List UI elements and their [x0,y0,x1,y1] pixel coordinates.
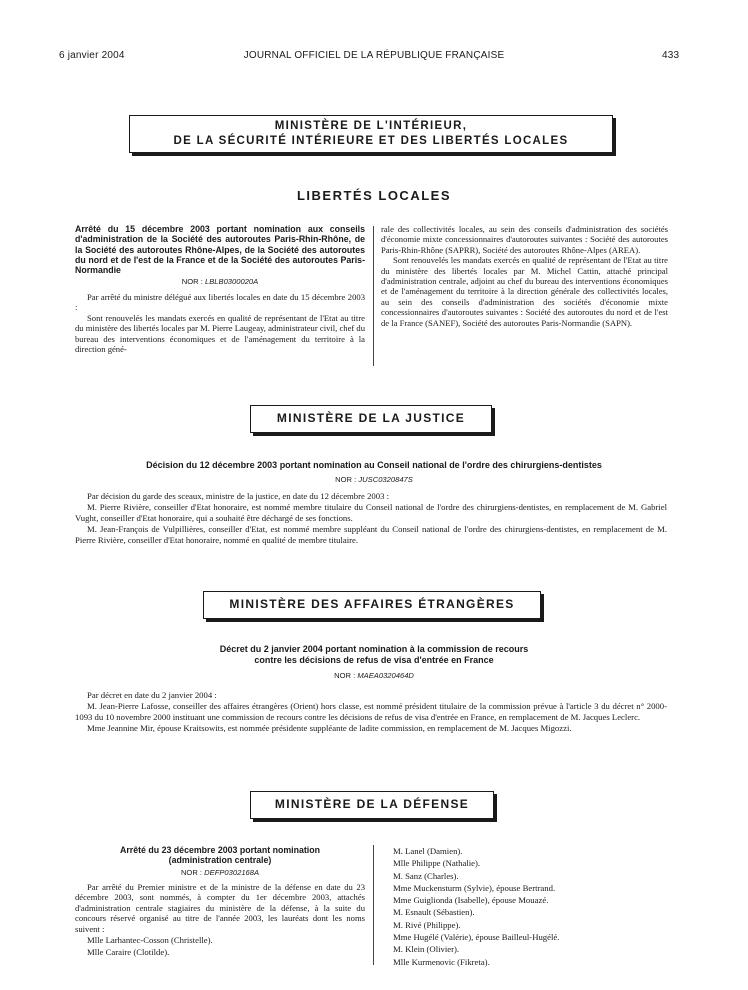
list-item: Mlle Larhantec-Cosson (Christelle). [87,935,213,946]
list-item: Mlle Kurmenovic (Fikreta). [393,956,490,967]
arrete-title-line2: (administration centrale) [168,855,272,866]
affaires-body [75,690,667,734]
names-list-left [75,934,365,959]
nor-code: MAEA0320464D [357,671,414,680]
decret-title-line2: contre les décisions de refus de visa d'entrée en France [254,655,494,665]
arrete-title: Arrêté du 15 décembre 2003 portant nomination aux conseils d'administration de la Société des autoroutes Paris-Rhin-Rhône, de la Société des autoroutes Rhône-Alpes, de la Société des autoroutes du nord et de l'est de la France et de la Société des autoroutes Paris-Normandie [75,224,365,276]
ministry-defense-box [250,791,494,819]
list-item: Mlle Caraire (Clotilde). [87,947,170,958]
list-item: M. Esnault (Sébastien). [393,907,475,918]
nor-reference [0,475,748,484]
header-date: 6 janvier 2004 [59,50,125,61]
names-list-right [393,845,673,968]
nor-code: LBLB0300020A [205,277,259,287]
ministry-justice-title: MINISTÈRE DE LA JUSTICE [276,411,466,425]
header-page-number: 433 [662,50,680,61]
nor-label: NOR : [334,671,356,680]
nor-reference [75,868,365,878]
ministry-interieur-box [129,115,613,153]
ministry-justice-box [250,405,492,433]
list-item: M. Lanel (Damien). [393,846,463,856]
paragraph: M. Pierre Rivière, conseiller d'Etat honoraire, est nommé membre titulaire du Conseil national de l'ordre des chirurgiens-dentistes, en remplacement de M. Gabriel Vught, conseiller d'Etat honoraire, qui a souhaité être déchargé de ses fonctions. [75,502,667,523]
list-item: Mme Guiglionda (Isabelle), épouse Mouazé. [393,895,549,906]
column-divider [373,845,374,965]
ministry-defense-title: MINISTÈRE DE LA DÉFENSE [274,797,470,811]
nor-reference [0,671,748,680]
list-item: Mme Muckensturm (Sylvie), épouse Bertrand. [393,882,556,893]
justice-body [75,491,667,546]
nor-code: DEFP0302168A [204,867,260,877]
paragraph: Par arrêté du Premier ministre et de la ministre de la défense en date du 23 décembre 2003, sont nommés, à compter du 1er décembre 2003, attachés d'administration centrale stagiaires du ministère de la défense, à la suite du concours réservé organisé au titre de l'année 2003, les lauréats dont les noms suivent : [75,882,365,934]
paragraph: Mme Jeannine Mir, épouse Kraitsowits, est nommée présidente suppléante de ladite commission, en remplacement de M. Jacques Migozzi. [87,723,572,733]
list-item: M. Klein (Olivier). [393,944,460,955]
ministry-interieur-line1: MINISTÈRE DE L'INTÉRIEUR, [274,120,468,132]
nor-label: NOR : [335,475,357,484]
ministry-affaires-etrangeres-title: MINISTÈRE DES AFFAIRES ÉTRANGÈRES [229,597,515,611]
paragraph: Par décret en date du 2 janvier 2004 : [87,690,217,700]
decret-title-line1: Décret du 2 janvier 2004 portant nomination à la commission de recours [219,644,529,654]
defense-left-column [75,845,365,959]
paragraph: Sont renouvelés les mandats exercés en qualité de représentant de l'Etat au titre du ministère des libertés locales par M. Pierre Laugeay, administrateur civil, chef du bureau des interventions économiques et de l'aménagement du territoire à la direction géné- [75,312,365,354]
list-item: M. Rivé (Philippe). [393,919,461,930]
header-journal-title: JOURNAL OFFICIEL DE LA RÉPUBLIQUE FRANÇAISE [243,50,505,61]
paragraph: Sont renouvelés les mandats exercés en qualité de représentant de l'Etat au titre du ministère des libertés locales par M. Michel Cattin, attaché principal d'administration centrale, adjoint au chef du bureau des interventions économiques et de l'aménagement du territoire à la direction générale des collectivités locales, au sein des conseils d'administration des sociétés d'économie mixte concessionnaires d'autoroutes suivantes : Société des autoroutes du nord et de l'est de la France (SANEF), Société des autoroutes Paris-Normandie (SAPN). [381,255,668,328]
ministry-interieur-line2: DE LA SÉCURITÉ INTÉRIEURE ET DES LIBERTÉS LOCALES [173,135,569,147]
list-item: Mlle Philippe (Nathalie). [393,858,481,869]
nor-label: NOR : [181,277,203,287]
arrete-title-line1: Arrêté du 23 décembre 2003 portant nomination [120,845,320,855]
section-heading-libertes-locales: LIBERTÉS LOCALES [296,188,451,203]
libertes-left-column [75,224,365,354]
list-item: Mme Hugélé (Valérie), épouse Bailleul-Hugélé. [393,932,560,943]
ministry-affaires-etrangeres-box [203,591,541,619]
decision-title: Décision du 12 décembre 2003 portant nomination au Conseil national de l'ordre des chirurgiens-dentistes [146,460,602,470]
paragraph: Par arrêté du ministre délégué aux libertés locales en date du 15 décembre 2003 : [75,291,365,313]
list-item: M. Sanz (Charles). [393,870,459,881]
column-divider [373,226,374,366]
nor-label: NOR : [180,867,203,877]
nor-code: JUSC0320847S [358,475,413,484]
paragraph: Par décision du garde des sceaux, ministre de la justice, en date du 12 décembre 2003 : [87,491,390,501]
nor-reference [75,277,365,287]
paragraph: M. Jean-François de Vulpillières, conseiller d'Etat, est nommé membre suppléant du Conseil national de l'ordre des chirurgiens-dentistes, en remplacement de M. Pierre Rivière, conseiller d'Etat honoraire, nommé en qualité de membre titulaire. [75,524,667,545]
libertes-right-column [381,224,668,328]
paragraph: M. Jean-Pierre Lafosse, conseiller des affaires étrangères (Orient) hors classe, est nommé président titulaire de la commission prévue à l'article 3 du décret n° 2000-1093 du 10 novembre 2000 instituant une commission de recours contre les décisions de refus de visa d'entrée en France, en remplacement de M. Jacques Leclerc. [75,701,667,722]
paragraph: rale des collectivités locales, au sein des conseils d'administration des sociétés d'économie mixte concessionnaires d'autoroutes suivantes : Société des autoroutes Paris-Rhin-Rhône (SAPRR), Société des autoroutes Rhône-Alpes (AREA). [381,224,668,255]
